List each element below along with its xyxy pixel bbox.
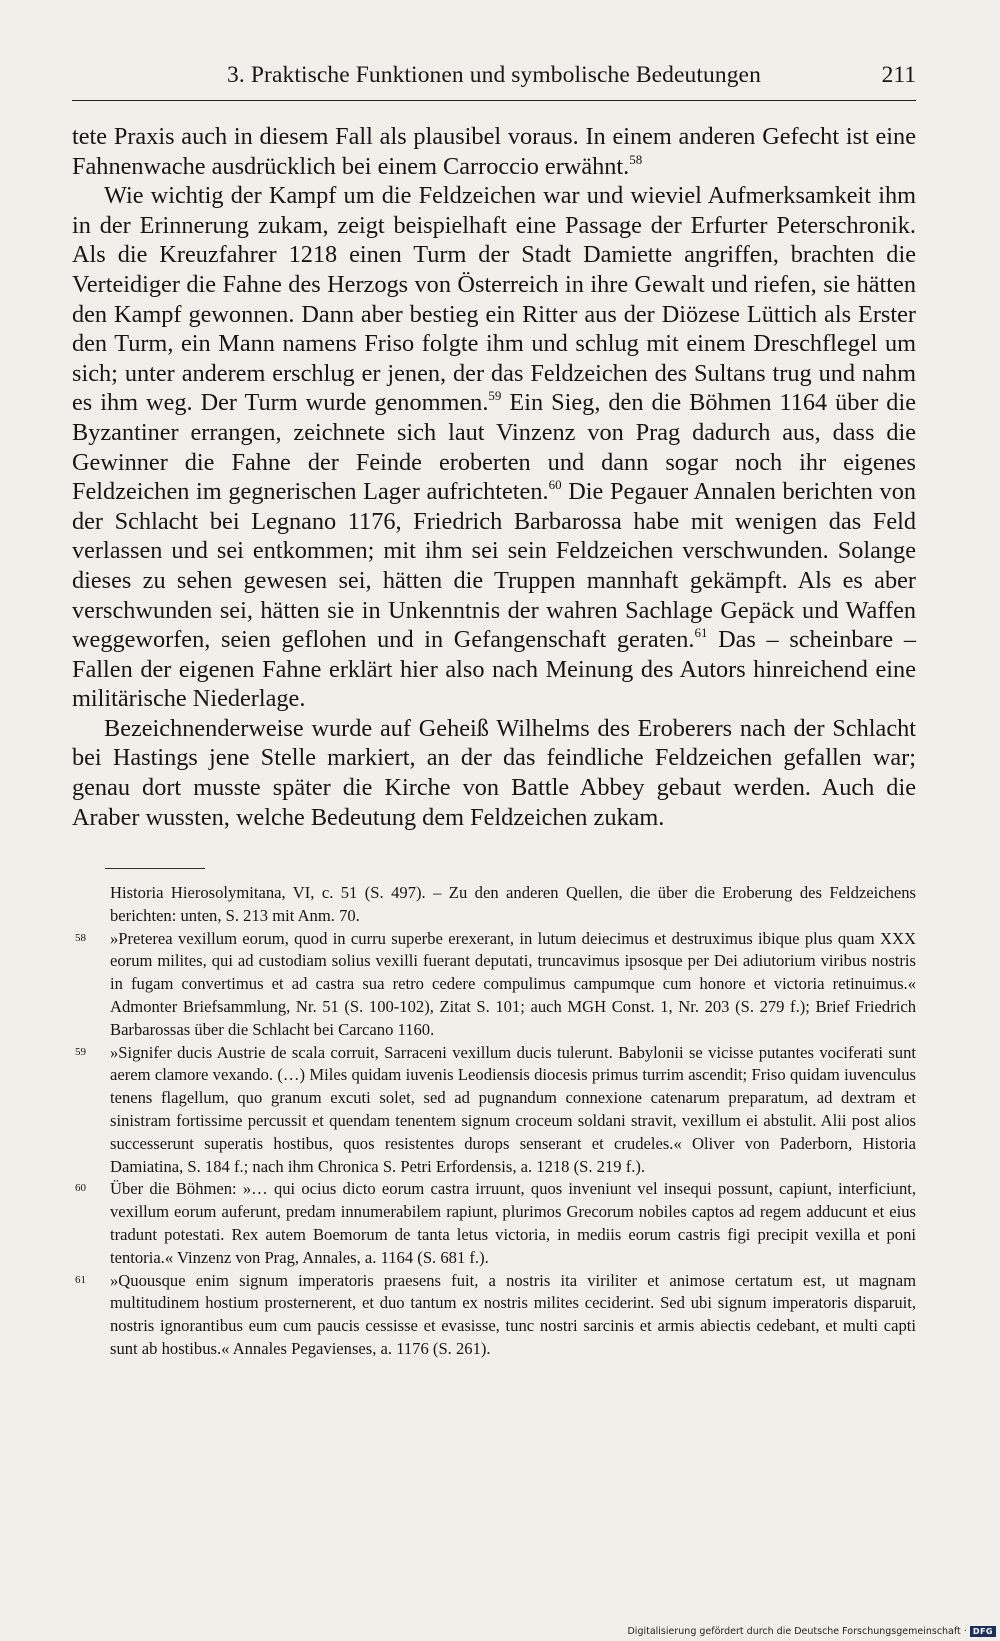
running-title: 3. Praktische Funktionen und symbolische Bedeutungen [227,62,761,88]
footnote-ref[interactable]: 60 [548,477,562,493]
footnotes [75,882,916,1361]
footnote-text: »Signifer ducis Austrie de scala corruit, Sarraceni vexillum ducis tulerunt. Babylonii se vicisse putantes vociferati sunt aerem clamore vexando. (…) Miles quidam iuvenis Leodiensis diocesis primus turrim ascendit; Friso quidam iuvenculus tenens flagellum, quo granum excuti solet, sed ad pugnandum connexione catenarum preparatum, ad dextram et sinistram fortissime percussit et quendam tenentem signum croceum soldani stravit, vexillum ei abstulit. Alii post alios successerunt superatis hostibus, quos resistentes durops senserant et crudeles.« Oliver von Paderborn, Historia Damiatina, S. 184 f.; nach ihm Chronica S. Petri Erfordensis, a. 1218 (S. 219 f.). [110,1042,916,1176]
text-run: Bezeichnenderweise wurde auf Geheiß Wilhelms des Eroberers nach der Schlacht bei Hastings jene Stelle markiert, an der das feindliche Feldzeichen gefallen war; genau dort musste später die Kirche von Battle Abbey gebaut werden. Auch die Araber wussten, welche Bedeutung dem Feldzeichen zukam. [72,714,916,831]
footnote [75,1042,916,1179]
footnote-number: 59 [75,1045,86,1058]
text-run: Die Pegauer Annalen berichten von der Schlacht bei Legnano 1176, Friedrich Barbarossa habe mit wenigen das Feld verlassen und sei entkommen; mit ihm sei sein Feldzeichen verschwunden. Solange dieses zu sehen gewesen sei, hätten die Truppen mannhaft gekämpft. Als es aber verschwunden sei, hätten sie in Unkenntnis der wahren Sachlage Gepäck und Waffen weggeworfen, seien geflohen und in Gefangenschaft geraten. [72,478,916,654]
main-text [72,122,916,832]
text-run: Ein Sieg, den die Böhmen 1164 über die Byzantiner errangen, zeichnete sich laut Vinzenz von Prag dadurch aus, dass die Gewinner die Fahne der Feinde eroberten und dann sogar noch ihr eigenes Feldzeichen im gegnerischen Lager aufrichteten. [72,389,916,506]
footnote-text: Historia Hierosolymitana, VI, c. 51 (S. 497). – Zu den anderen Quellen, die über die Eroberung des Feldzeichens berichten: unten, S. 213 mit Anm. 70. [110,883,916,925]
dfg-logo: DFG [970,1626,996,1637]
digitization-credit [627,1626,996,1637]
footnote-text: Über die Böhmen: »… qui ocius dicto eorum castra irruunt, quos inveniunt vel insequi possunt, capiunt, interficiunt, vexillum eorum auferunt, predam innumerabilem rapiunt, plurimos Grecorum nobiles captos ad regem adducunt et eius tradunt potestati. Rex autem Boemorum de tanta letus victoria, in mediis eorum castris figi precipit vexilla et poni tentoria.« Vinzenz von Prag, Annales, a. 1164 (S. 681 f.). [110,1179,916,1267]
paragraph [72,714,916,832]
page-header [72,62,916,101]
footnote-number: 58 [75,931,86,944]
credit-text: Digitalisierung gefördert durch die Deutsche Forschungsgemeinschaft · [627,1626,967,1637]
footnote-number: 60 [75,1182,86,1195]
footnote [75,928,916,1042]
footnote-ref[interactable]: 58 [629,151,643,167]
text-run: tete Praxis auch in diesem Fall als plausibel voraus. In einem anderen Gefecht ist eine Fahnenwache ausdrücklich bei einem Carroccio erwähnt. [72,123,916,180]
text-run: Wie wichtig der Kampf um die Feldzeichen war und wieviel Aufmerksamkeit ihm in der Erinnerung zukam, zeigt beispielhaft eine Passage der Erfurter Peterschronik. Als die Kreuzfahrer 1218 einen Turm der Stadt Damiette angriffen, brachten die Verteidiger die Fahne des Herzogs von Österreich in ihre Gewalt und riefen, sie hätten den Kampf gewonnen. Dann aber bestieg ein Ritter aus der Diözese Lüttich als Erster den Turm, ein Mann namens Friso folgte ihm und schlug mit einem Dreschflegel um sich; unter anderem erschlug er jenen, der das Feldzeichen des Sultans trug und nahm es ihm weg. Der Turm wurde genommen. [72,182,916,417]
footnote-number: 61 [75,1273,86,1286]
paragraph [72,122,916,181]
footnote [75,1270,916,1361]
footnote-text: »Preterea vexillum eorum, quod in curru superbe erexerant, in lutum deiecimus et destruximus ibique plus quam XXX eorum milites, qui ad custodiam solius vexilli fuerant deputati, truncavimus ipsosque per Dei adiutorium viribus nostris in fugam convertimus et ad castra sua retro cedere compulimus campumque cum honore et victoria retinuimus.« Admonter Briefsammlung, Nr. 51 (S. 100-102), Zitat S. 101; auch MGH Const. 1, Nr. 203 (S. 279 f.); Brief Friedrich Barbarossas über die Schlacht bei Carcano 1160. [110,928,916,1039]
footnote [75,1178,916,1269]
footnote-divider [105,868,205,869]
page-number: 211 [881,62,916,88]
footnote [110,882,916,928]
footnote-text: »Quousque enim signum imperatoris praesens fuit, a nostris ita viriliter et animose certatum est, ut magnam multitudinem hostium prosternerent, et duo tantum ex nostris milites ceciderint. Sed ubi signum imperatoris disparuit, nostris ignorantibus eum cum paucis cessisse et evasisse, tunc nostri sarcinis et armis abiectis cedebant, et multi capti sunt ab hostibus.« Annales Pegavienses, a. 1176 (S. 261). [110,1270,916,1358]
footnote-ref[interactable]: 61 [694,625,708,641]
footnote-ref[interactable]: 59 [488,388,502,404]
text-run: Das – scheinbare – Fallen der eigenen Fahne erklärt hier also nach Meinung des Autors hinreichend eine militärische Niederlage. [72,626,916,713]
paragraph [72,181,916,714]
